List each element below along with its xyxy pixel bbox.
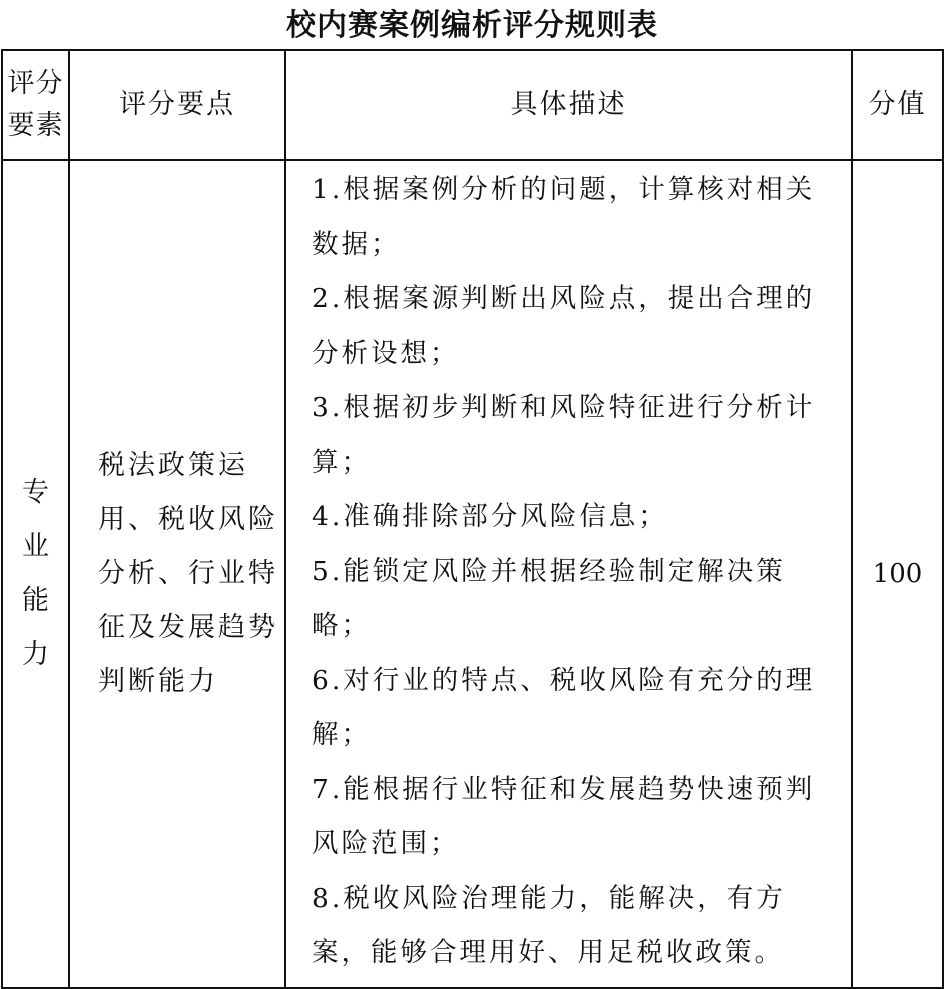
description-list: [312, 163, 843, 981]
description-item-4: 4.准确排除部分风险信息；: [312, 501, 668, 532]
header-description: 具体描述: [285, 50, 852, 160]
table-row: [2, 160, 943, 988]
description-item-3: 3.根据初步判断和风险特征进行分析计算；: [312, 392, 816, 478]
description-item-6: 6.对行业的特点、税收风险有充分的理解；: [312, 664, 816, 750]
scoring-rules-table: [1, 49, 944, 989]
header-score: 分值: [852, 50, 943, 160]
cell-scoring-points: 税法政策运用、税收风险分析、行业特征及发展趋势判断能力: [69, 160, 285, 988]
factor-text: 专业能力: [22, 476, 49, 670]
header-scoring-points: 评分要点: [69, 50, 285, 160]
description-item-5: 5.能锁定风险并根据经验制定解决策略；: [312, 555, 786, 641]
cell-description: [285, 160, 852, 988]
description-item-2: 2.根据案源判断出风险点，提出合理的分析设想；: [312, 283, 816, 369]
description-item-8: 8.税收风险治理能力，能解决，有方案，能够合理用好、用足税收政策。: [312, 882, 786, 968]
cell-score-value: 100: [852, 160, 943, 988]
header-scoring-factor: 评分要素: [2, 50, 69, 160]
cell-scoring-factor: [2, 160, 69, 988]
document-title: 校内赛案例编析评分规则表: [286, 8, 658, 43]
description-item-1: 1.根据案例分析的问题，计算核对相关数据；: [312, 174, 816, 260]
description-item-7: 7.能根据行业特征和发展趋势快速预判风险范围；: [312, 773, 816, 859]
table-header-row: [2, 50, 943, 160]
